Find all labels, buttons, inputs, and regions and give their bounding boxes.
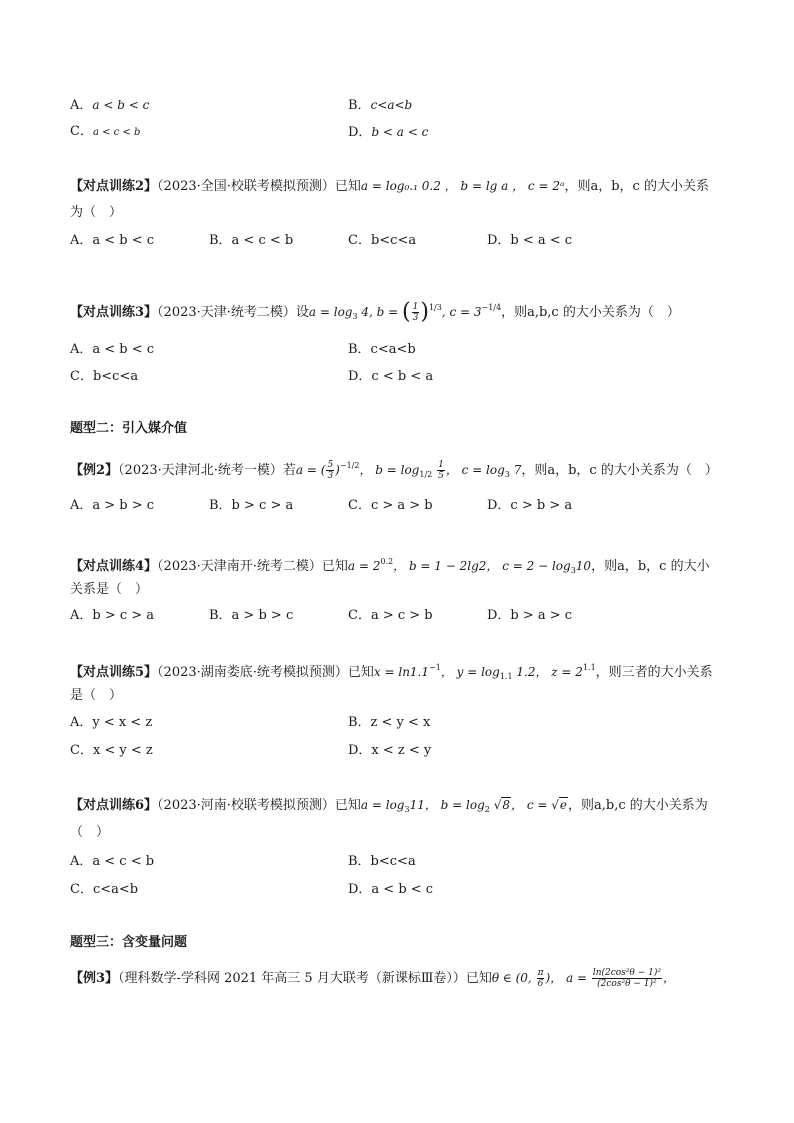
q4-option-c: C．a > c > b <box>348 608 433 623</box>
q5-expression: $x = \ln 1.1^{-1}$， $y = \log_{1.1} 1.2$， $z = 2^{1.1}$ <box>373 663 596 681</box>
q5-option-d: D．x < z < y <box>348 743 432 758</box>
q3-expression: $a = \log_3 4$, b = ( $\frac{1}{3}$ )$^{1/3}$, $c = 3^{-1/4}$ <box>308 299 502 325</box>
ex2-option-d: D．c > b > a <box>487 498 573 513</box>
q4-expression: $a = 2^{0.2}$， b = 1 − 2lg2， $c = 2 - \log_310$ <box>347 557 592 575</box>
q3-option-a: A．a < b < c <box>70 342 155 357</box>
ex3-expression: θ ∈ (0, $\frac{\pi}{6}$ )， a = $\frac{\text{ln(2cos²θ − 1)²}}{\text{(2cos²θ − 1)²}}$ ， <box>491 968 675 989</box>
q6-option-a: A．a < c < b <box>70 854 155 869</box>
prev-option-d: D．b < a < c <box>348 125 429 140</box>
q5-option-b: B．z < y < x <box>348 715 431 730</box>
q3-option-d: D．c < b < a <box>348 369 434 384</box>
question-5: 【对点训练5】（2023·湖南娄底·统考模拟预测）已知$x = \ln 1.1^{-1}$， $y = \log_{1.1} 1.2$， $z = 2^{1.1}$，则三者的大小关系 <box>70 663 713 681</box>
q4-options <box>70 606 730 626</box>
q3-option-c: C．b<c<a <box>70 369 139 384</box>
question-6-line2: （ ） <box>70 825 110 840</box>
q6-option-c: C．c<a<b <box>70 882 139 897</box>
ex2-expression: a = ( $\frac{5}{3}$ )$^{-1/2}$， $b = \log_{1/2}$ $\frac{1}{5}$ ， $c = \log_3 7$ <box>295 460 522 481</box>
ex2-option-b: B．b > c > a <box>209 498 294 513</box>
question-6: 【对点训练6】（2023·河南·校联考模拟预测）已知$a = \log_311$， $b = \log_2 √8$， c = √e，则a,b,c 的大小关系为 <box>70 798 708 814</box>
q2-option-c: C．b<c<a <box>348 233 417 248</box>
question-2-line2: 为（ ） <box>70 205 123 220</box>
example-2: 【例2】（2023·天津河北·统考一模）若a = ( $\frac{5}{3}$ )$^{-1/2}$， $b = \log_{1/2}$ $\frac{1}{5}$ ， $c = \log_3 7$，则a，b，c 的大小关系为（ ） <box>70 460 718 481</box>
q2-option-d: D．b < a < c <box>487 233 573 248</box>
q2-option-b: B．a < c < b <box>209 233 294 248</box>
question-2: 【对点训练2】（2023·全国·校联考模拟预测）已知a = log₀.₁ 0.2 ， b = lg a ， c = 2ᵃ，则a，b，c 的大小关系 <box>70 179 709 194</box>
question-3: 【对点训练3】（2023·天津·统考二模）设$a = \log_3 4$, b = ( $\frac{1}{3}$ )$^{1/3}$, $c = 3^{-1/4}$，则a,b,c 的大小关系为（ ） <box>70 299 680 325</box>
q2-options <box>70 231 730 251</box>
question-5-line2: 是（ ） <box>70 688 123 703</box>
q5-option-a: A．y < x < z <box>70 715 153 730</box>
prev-options-row-2 <box>70 122 730 142</box>
q3-option-b: B．c<a<b <box>348 342 416 357</box>
q3-options-row-1 <box>70 340 730 360</box>
q4-option-a: A．b > c > a <box>70 608 155 623</box>
example-3: 【例3】（理科数学-学科网 2021 年高三 5 月大联考（新课标Ⅲ卷））已知θ ∈ (0, $\frac{\pi}{6}$ )， a = $\frac{\text{ln(2cos²θ − 1)²}}{\text{(2cos²θ − 1)²}}$ ， <box>70 968 675 989</box>
ex2-option-c: C．c > a > b <box>348 498 433 513</box>
ex2-options <box>70 496 730 516</box>
q4-option-b: B．a > b > c <box>209 608 294 623</box>
q2-expression: a = log₀.₁ 0.2 ， b = lg a ， c = 2ᵃ <box>360 179 565 193</box>
question-4: 【对点训练4】（2023·天津南开·统考二模）已知$a = 2^{0.2}$， b = 1 − 2lg2， $c = 2 - \log_310$，则a，b，c 的大小 <box>70 557 710 575</box>
section-heading-2: 题型二：引入媒介值 <box>70 421 188 436</box>
q6-options-row-1 <box>70 852 730 872</box>
question-4-line2: 关系是（ ） <box>70 582 149 597</box>
q6-expression: $a = \log_311$， $b = \log_2 √8$， c = √e <box>360 798 568 814</box>
q6-options-row-2 <box>70 880 730 900</box>
q2-option-a: A．a < b < c <box>70 233 155 248</box>
ex2-option-a: A．a > b > c <box>70 498 155 513</box>
q5-option-c: C．x < y < z <box>70 743 153 758</box>
q5-options-row-1 <box>70 713 730 733</box>
section-heading-3: 题型三：含变量问题 <box>70 935 188 950</box>
prev-option-b: B．c<a<b <box>348 98 413 113</box>
q6-option-b: B．b<c<a <box>348 854 416 869</box>
prev-option-a: A．a < b < c <box>70 98 150 113</box>
q4-option-d: D．b > a > c <box>487 608 573 623</box>
q5-options-row-2 <box>70 741 730 761</box>
prev-option-c: C．a < c < b <box>70 124 141 139</box>
q3-options-row-2 <box>70 367 730 387</box>
q6-option-d: D．a < b < c <box>348 882 434 897</box>
prev-options-row-1 <box>70 95 730 115</box>
